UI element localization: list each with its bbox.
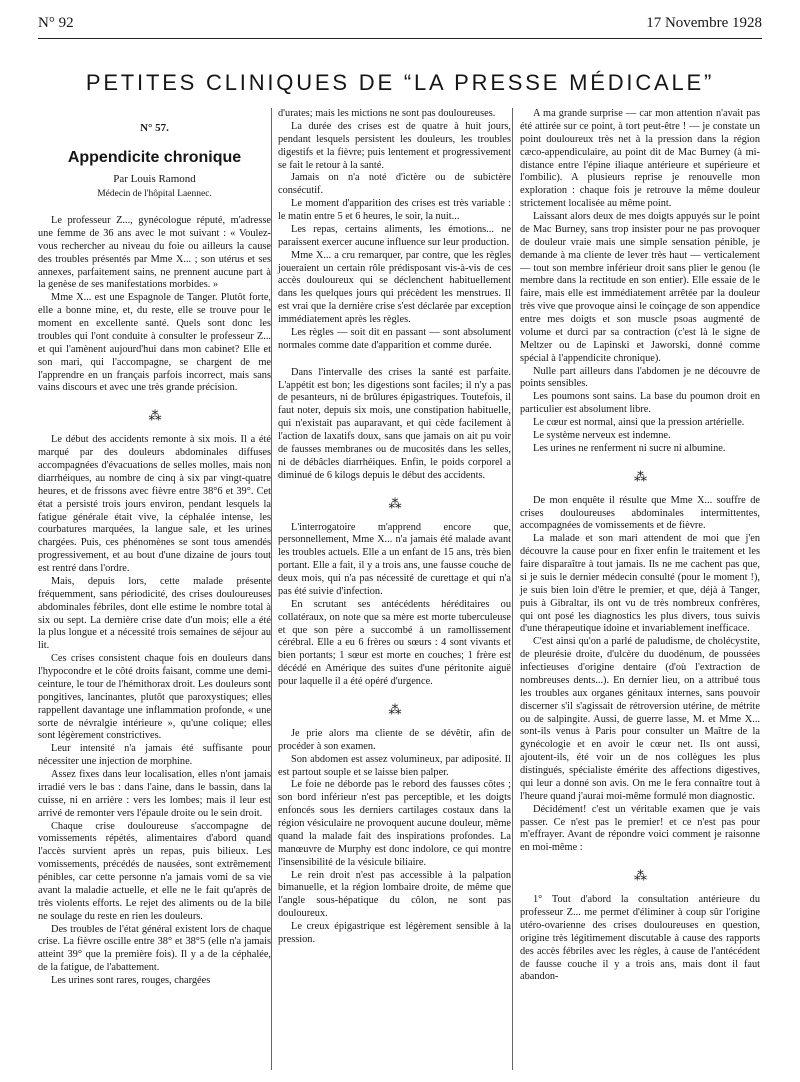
paragraph: Le cœur est normal, ainsi que la pression artérielle. bbox=[533, 417, 745, 428]
column-3 bbox=[520, 108, 760, 984]
paragraph: 1° Tout d'abord la consultation antérieure du professeur Z... me permet d'éliminer à coup sûr l'origine utéro-ovarienne des crises douloureuses en question, origine très légitimement discutable à cause des rapports des accès fébriles avec les règles, à cause de l'antécédent de fausse couche il y a trois ans, mais dont il faut abandon- bbox=[520, 894, 760, 983]
issue-date: 17 Novembre 1928 bbox=[646, 15, 762, 31]
paragraph: Les règles — soit dit en passant — sont absolument normales comme date d'apparition et comme durée. bbox=[278, 326, 511, 351]
section-separator: ⁂ bbox=[634, 468, 646, 484]
header-rule bbox=[38, 38, 762, 39]
paragraph: Jamais on n'a noté d'ictère ou de subictère consécutif. bbox=[278, 172, 511, 197]
author-affiliation: Médecin de l'hôpital Laennec. bbox=[97, 189, 212, 200]
paragraph: Assez fixes dans leur localisation, elles n'ont jamais irradié vers le bas : dans l'aine, dans le bassin, dans la cuisse, ni en arrière : vers les lombes; mais il leur est arrivé de remonter vers l'épaule droite ou le sein droit. bbox=[38, 769, 271, 819]
paragraph: L'interrogatoire m'apprend encore que, personnellement, Mme X... n'a jamais été malade avant les troubles actuels. Elle a un enfant de 15 ans, très bien portant. Elle a fait, il y a trois ans, une fausse couche de deux mois, qui n'a pas nécessité de curettage et qui n'a pas été suivie d'infection. bbox=[278, 521, 511, 597]
paragraph: d'urates; mais les mictions ne sont pas douloureuses. bbox=[278, 108, 496, 119]
section-separator: ⁂ bbox=[388, 701, 401, 717]
paragraph: La malade et son mari attendent de moi que j'en découvre la cause pour en fixer enfin le traitement et les faire disparaître à tout jamais. Ils ne me cachent pas que, si je suis le dernier médecin consulté (pour le moment !), je suis bien loin d'être le premier, et que, déjà à Tanger, puis à Gibraltar, ils ont vu de très nombreux confrères, qui ont posé les diagnostics les plus divers, tous suivis d'une thérapeutique idoine et invariablement inefficace. bbox=[520, 533, 760, 635]
paragraph: Mais, depuis lors, cette malade présente fréquemment, sans périodicité, des crises douloureuses abdominales fébriles, dont elle estime le nombre total à six ou sept. La dernière crise date d'un mois; elle a été la plus longue et a nécessité trois semaines de séjour au lit. bbox=[38, 575, 271, 652]
article-author: Par Louis Ramond bbox=[113, 172, 196, 185]
paragraph: Leur intensité n'a jamais été suffisante pour nécessiter une injection de morphine. bbox=[38, 743, 271, 768]
paragraph: Nulle part ailleurs dans l'abdomen je ne découvre de points sensibles. bbox=[520, 365, 760, 390]
article-title: Appendicite chronique bbox=[67, 148, 242, 166]
column-2 bbox=[278, 108, 511, 947]
paragraph: En scrutant ses antécédents héréditaires ou collatéraux, on note que sa mère est morte tuberculeuse et que son père a succombé à un ramollissement cérébral. Elle a eu 6 frères ou sœurs : 4 sont vivants et bien portants; 1 sœur est morte en couches; 1 frère est décédé en Amérique des suites d'une péritonite aiguë pour laquelle il a été opéré d'urgence. bbox=[278, 598, 511, 687]
column-rule-1 bbox=[271, 108, 272, 1070]
paragraph: Chaque crise douloureuse s'accompagne de vomissements répétés, alimentaires d'abord quand l'accès survient après un repas, puis bilieux. Les vomissements, précédés de nausées, sont extrêmement pénibles, car cette personne n'a jamais vomi de sa vie avant la maladie actuelle, et elle ne le fait qu'après de très violents efforts. Le rejet des aliments ou de la bile ne soulage du reste en rien les douleurs. bbox=[38, 820, 271, 922]
article-number: N° 57. bbox=[140, 122, 169, 134]
paragraph: Mme X... est une Espagnole de Tanger. Plutôt forte, elle a bonne mine, et, du reste, elle se trouve pour le moment en excellente santé. Quels sont donc les troubles qui l'ont conduite à consulter le professeur Z... et qui l'amènent aujourd'hui dans mon cabinet? Elle et son mari, qui l'accompagne, se chargent de me l'apprendre en un français parfois incorrect, mais sans vains discours et avec une très grande précision. bbox=[38, 292, 271, 394]
paragraph: Les poumons sont sains. La base du poumon droit en particulier est absolument libre. bbox=[520, 391, 760, 416]
running-header bbox=[38, 14, 762, 32]
paragraph: La durée des crises est de quatre à huit jours, pendant lesquels persistent les douleurs, les troubles digestifs et la fièvre; puis lentement et progressivement se fait le retour à la santé. bbox=[278, 120, 511, 171]
paragraph: De mon enquête il résulte que Mme X... souffre de crises douloureuses abdominales intermittentes, accompagnées de vomissements et de fièvre. bbox=[520, 494, 760, 532]
paragraph: Les urines sont rares, rouges, chargées bbox=[51, 975, 211, 987]
paragraph: Des troubles de l'état général existent lors de chaque crise. La fièvre oscille entre 38° et 38°5 (elle n'a jamais atteint 39° que la première fois). Il y a de la céphalée, de la fatigue, de l'abattement. bbox=[38, 923, 271, 974]
paragraph: Les urines ne renferment ni sucre ni albumine. bbox=[533, 442, 726, 454]
column-rule-2 bbox=[512, 108, 513, 1070]
issue-number: N° 92 bbox=[38, 15, 74, 31]
paragraph: C'est ainsi qu'on a parlé de paludisme, de cholécystite, de pleurésie droite, d'ulcère du duodénum, de poussées infectieuses d'origine dentaire (d'où l'extraction de nombreuses dents...). En dernier lieu, on a attribué tous les troubles aux organes génitaux internes, sans pouvoir discerner s'il s'agissait de rétroversion utérine, de métrite ou de salpingite. Aussi, de guerre lasse, M. et Mme X... sont-ils venus à Paris pour consulter un Maître de la gynécologie et en avoir le cœur net. Ils ont aussi, ajoutent-ils, été voir un de nos collègues les plus distingués, spécialiste émérite des affections digestives, qui leur a donné son avis. On me le fera connaître tout à l'heure quand j'aurai moi-même formulé mon diagnostic. bbox=[520, 636, 760, 802]
paragraph: Le creux épigastrique est légèrement sensible à la pression. bbox=[278, 921, 511, 945]
paragraph: Dans l'intervalle des crises la santé est parfaite. L'appétit est bon; les digestions sont faciles; il n'y a pas de pesanteurs, ni de brûlures épigastriques. Toutefois, il faut noter, depuis six mois, une constipation habituelle, qui n'existait pas auparavant, et qui cède facilement à l'action de laxatifs doux, sans que jamais on ait pu voir de fausses membranes ou de mucosités dans les selles, ni de débâcles diarrhéiques. Enfin, le poids corporel a diminué de 6 kilogs depuis le début des accidents. bbox=[278, 366, 511, 481]
paragraph: Ces crises consistent chaque fois en douleurs dans l'hypocondre et le côté droits faisant, comme une demi-ceinture, le tour de l'hémithorax droit. Les douleurs sont pongitives, lancinantes, plutôt que paroxystiques; elles rappellent davantage une inflammation profonde, « une sorte de névralgie intérieure », qu'une colique; elles sont légèrement constrictives. bbox=[38, 653, 271, 742]
paragraph: Mme X... a cru remarquer, par contre, que les règles joueraient un certain rôle prédisposant vis-à-vis de ces accès douloureux qui se déclenchent habituellement dans les quelques jours qui précèdent les menstrues. Il est vrai que la dernière crise s'est déclarée par exception immédiatement après les règles. bbox=[278, 249, 511, 325]
paragraph: Son abdomen est assez volumineux, par adiposité. Il est partout souple et se laisse bien palper. bbox=[278, 753, 511, 778]
section-separator: ⁂ bbox=[388, 495, 401, 511]
paragraph: Décidément! c'est un véritable examen que je vais passer. Ce n'est pas le premier! et ce n'est pas pour m'effrayer. Avant de répondre voici comment je raisonne en moi-même : bbox=[520, 803, 760, 854]
paragraph: A ma grande surprise — car mon attention n'avait pas été attirée sur ce point, à tort peut-être ! — je constate un point douloureux très net à la pression dans la région cæco-appendiculaire, au point dit de Mac Burney (à mi-distance entre l'épine iliaque antérieure et supérieure et l'ombilic). A plusieurs reprise je renouvelle mon exploration : chaque fois je retrouve la même douleur strictement localisée au même point. bbox=[520, 108, 760, 210]
paragraph: Le système nerveux est indemne. bbox=[533, 429, 671, 441]
paragraph: Le début des accidents remonte à six mois. Il a été marqué par des douleurs abdominales diffuses accompagnées d'évacuations de selles molles, mais non diarrhéiques, au nombre de cinq à six par vingt-quatre heures, et de frissons avec fièvre entre 38°6 et 39°. Cet état a persisté trois jours environ, pendant lesquels la fatigue générale était vive, la céphalée intense, les courbatures marquées, la langue sale, et les urines chargées. Puis, ces phénomènes se sont tous amendés progressivement, et au bout d'une dizaine de jours tout est rentré dans l'ordre. bbox=[38, 434, 271, 575]
section-separator: ⁂ bbox=[148, 408, 161, 424]
paragraph: Le moment d'apparition des crises est très variable : le matin entre 5 et 6 heures, le soir, la nuit... bbox=[278, 198, 511, 222]
column-1 bbox=[38, 108, 271, 988]
paragraph: Les repas, certains aliments, les émotions... ne paraissent exercer aucune influence sur leur production. bbox=[278, 223, 511, 248]
paragraph: Le professeur Z..., gynécologue réputé, m'adresse une femme de 36 ans avec le mot suivant : « Voulez-vous rechercher au niveau du foie ou ailleurs la cause des troubles présentés par Mme X... ; son utérus et ses annexes, parfaitement sains, ne prennent aucune part à la genèse de ses manifestations morbides. » bbox=[38, 215, 271, 291]
paragraph: Je prie alors ma cliente de se dévêtir, afin de procéder à son examen. bbox=[278, 727, 511, 752]
masthead: PETITES CLINIQUES DE “LA PRESSE MÉDICALE” bbox=[85, 70, 715, 95]
paragraph: Le foie ne déborde pas le rebord des fausses côtes ; son bord inférieur n'est pas perceptible, et les doigts enfoncés sous les derniers cartilages costaux dans la région vésiculaire ne provoquent aucune douleur, même quand la malade fait des inspirations profondes. La manœuvre de Murphy est donc indolore, ce qui montre l'insensibilité de la vésicule biliaire. bbox=[278, 779, 511, 868]
section-separator: ⁂ bbox=[634, 868, 646, 884]
paragraph: Laissant alors deux de mes doigts appuyés sur le point de Mac Burney, sans trop insister pour ne pas provoquer de douleur vraie mais une simple sensation pénible, je demande à ma cliente de lever très haut — verticalement — tout son membre inférieur droit sans plier le genou (le membre dans la rectitude en son entier). Elle essaie de le faire, mais elle est immédiatement arrêtée par la douleur très vive que provoque ainsi le coinçage de son appendice entre mes doigts et son muscle psoas augmenté de volume et durci par sa contraction (c'est là le signe de Meltzer ou de Lapinski et Jaworski, donné comme spécial à l'appendicite chronique). bbox=[520, 211, 760, 364]
paragraph: Le rein droit n'est pas accessible à la palpation bimanuelle, et la région lombaire droite, de même que l'angle sous-hépatique du côlon, ne sont pas douloureux. bbox=[278, 869, 511, 920]
